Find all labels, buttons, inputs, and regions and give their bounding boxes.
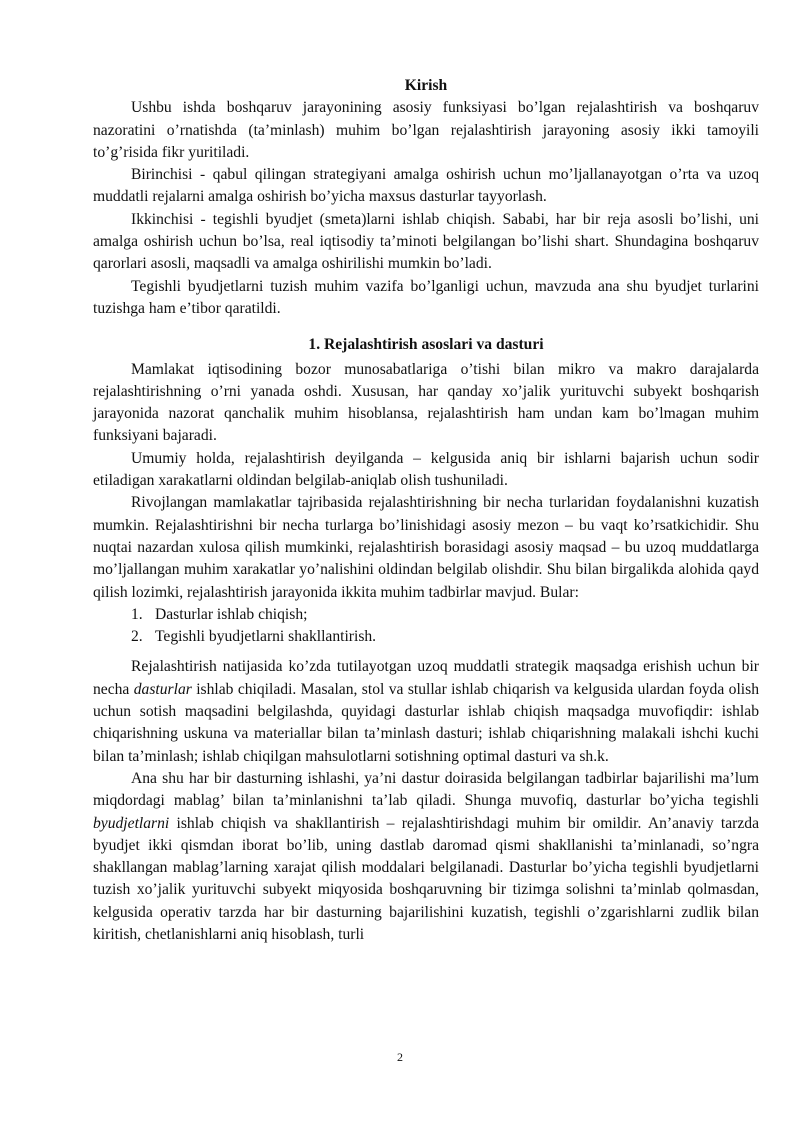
text-run: ishlab chiqiladi. Masalan, stol va stullar ishlab chiqarish va kelgusida ulardan foyda olish uchun sotish maqsadini belgilashda, quyidagi dasturlar ishlab chiqish maqsadga muvofiqdir: ishlab chiqarishning uskuna va materiallar bilan ta’minlash dasturi; ishlab chiqarishning malakali ishchi kuchi bilan ta’minlash; ishlab chiqilgan mahsulotlarni sotishning optimal dasturi va sh.k. xyxy=(93,680,759,765)
emphasis-byudjetlarni: byudjetlarni xyxy=(93,814,170,832)
section-1-paragraph-1: Mamlakat iqtisodining bozor munosabatlariga o’tishi bilan mikro va makro darajalarda rejalashtirishning o’rni yanada oshdi. Xususan, har qanday xo’jalik yurituvchi subyekt boshqarish jarayonida nazorat qanchalik muhim hisoblansa, rejalashtirish ham undan kam bo’lmagan muhim funksiyani bajaradi. xyxy=(93,360,759,445)
list-item-text: Dasturlar ishlab chiqish; xyxy=(155,605,308,623)
section-1-paragraph-2: Umumiy holda, rejalashtirish deyilganda – kelgusida aniq bir ishlarni bajarish uchun sodir etiladigan xarakatlarni oldindan belgilab-aniqlab olish tushuniladi. xyxy=(93,449,759,490)
emphasis-dasturlar: dasturlar xyxy=(133,680,192,698)
intro-paragraph-4: Tegishli byudjetlarni tuzish muhim vazifa bo’lganligi uchun, mavzuda ana shu byudjet turlarini tuzishga ham e’tibor qaratildi. xyxy=(93,277,759,317)
intro-heading: Kirish xyxy=(404,77,448,94)
text-run: Rejalashtirish natijasida ko’zda tutilayotgan uzoq muddatli strategik maqsadga erishish uchun bir necha xyxy=(93,658,759,698)
list-item-number: 1. xyxy=(131,605,143,623)
intro-paragraph-3: Ikkinchisi - tegishli byudjet (smeta)larni ishlab chiqish. Sababi, har bir reja asosli bo’lishi, uni amalga oshirish uchun bo’lsa, real iqtisodiy ta’minoti belgilangan bo’lishi shart. Shundagina boshqaruv qarorlari asosli, maqsadli va amalga oshirilishi mumkin bo’ladi. xyxy=(93,210,759,273)
section-1-paragraph-5 xyxy=(93,768,759,946)
list-item xyxy=(93,626,759,648)
page-number: 2 xyxy=(397,1050,403,1064)
list-item-number: 2. xyxy=(131,628,143,646)
spacer xyxy=(93,648,759,656)
section-1-paragraph-3: Rivojlangan mamlakatlar tajribasida rejalashtirishning bir necha turlaridan foydalanishni kuzatish mumkin. Rejalashtirishni bir necha turlarga bo’linishidagi asosiy mezon – bu vaqt ko’rsatkichidir. Shu nuqtai nazardan xulosa qilish mumkinki, rejalashtirish borasidagi asosiy maqsad – bu uzoq muddatlarga mo’ljallangan muhim xarakatlar yo’nalishini oldindan belgilab olishdir. Shu bilan birgalikda alohida qayd qilish lozimki, rejalashtirish jarayonida ikkita muhim tadbirlar mavjud. Bular: xyxy=(93,494,759,601)
tasks-list xyxy=(93,604,759,649)
intro-paragraph-1: Ushbu ishda boshqaruv jarayonining asosiy funksiyasi bo’lgan rejalashtirish va boshqaruv nazoratini o’rnatishda (ta’minlash) muhim bo’lgan rejalashtirish jarayoning asosiy ikki tamoyili to’g’risida fikr yuritiladi. xyxy=(93,99,759,161)
text-run: Ana shu har bir dasturning ishlashi, ya’ni dastur doirasida belgilangan tadbirlar bajarilishi ma’lum miqdordagi mablag’ bilan ta’minlanishni ta’lab qiladi. Shunga muvofiq, dasturlar bo’yicha tegishli xyxy=(93,769,759,810)
section-1-heading: 1. Rejalashtirish asoslari va dasturi xyxy=(308,336,544,354)
section-1-paragraph-4 xyxy=(93,656,759,767)
text-run: ishlab chiqish va shakllantirish – rejalashtirishdagi muhim bir omildir. An’anaviy tarzda byudjet ikki qismdan iborat bo’lib, uning dastlab daromad qismi shakllanishi ta’minlanadi, so’ngra shakllangan mablag’larning xarajat qilish moddalari belgilanadi. Dasturlar bo’yicha tegishli byudjetlarni tuzish xo’jalik yurituvchi subyekt miqyosida boshqaruvning bir tizimga solishni ta’minlab qolmasdan, kelgusida operativ tarzda har bir dasturning bajarilishini kuzatish, tegishli o’zgarishlarni zudlik bilan kiritish, chetlanishlarni aniq hisoblash, turli xyxy=(93,814,759,943)
intro-paragraph-2: Birinchisi - qabul qilingan strategiyani amalga oshirish uchun mo’ljallanayotgan o’rta va uzoq muddatli rejalarni amalga oshirish bo’yicha maxsus dasturlar tayyorlash. xyxy=(93,166,759,206)
page-content xyxy=(93,75,759,946)
list-item xyxy=(93,604,759,626)
list-item-text: Tegishli byudjetlarni shakllantirish. xyxy=(155,628,377,646)
